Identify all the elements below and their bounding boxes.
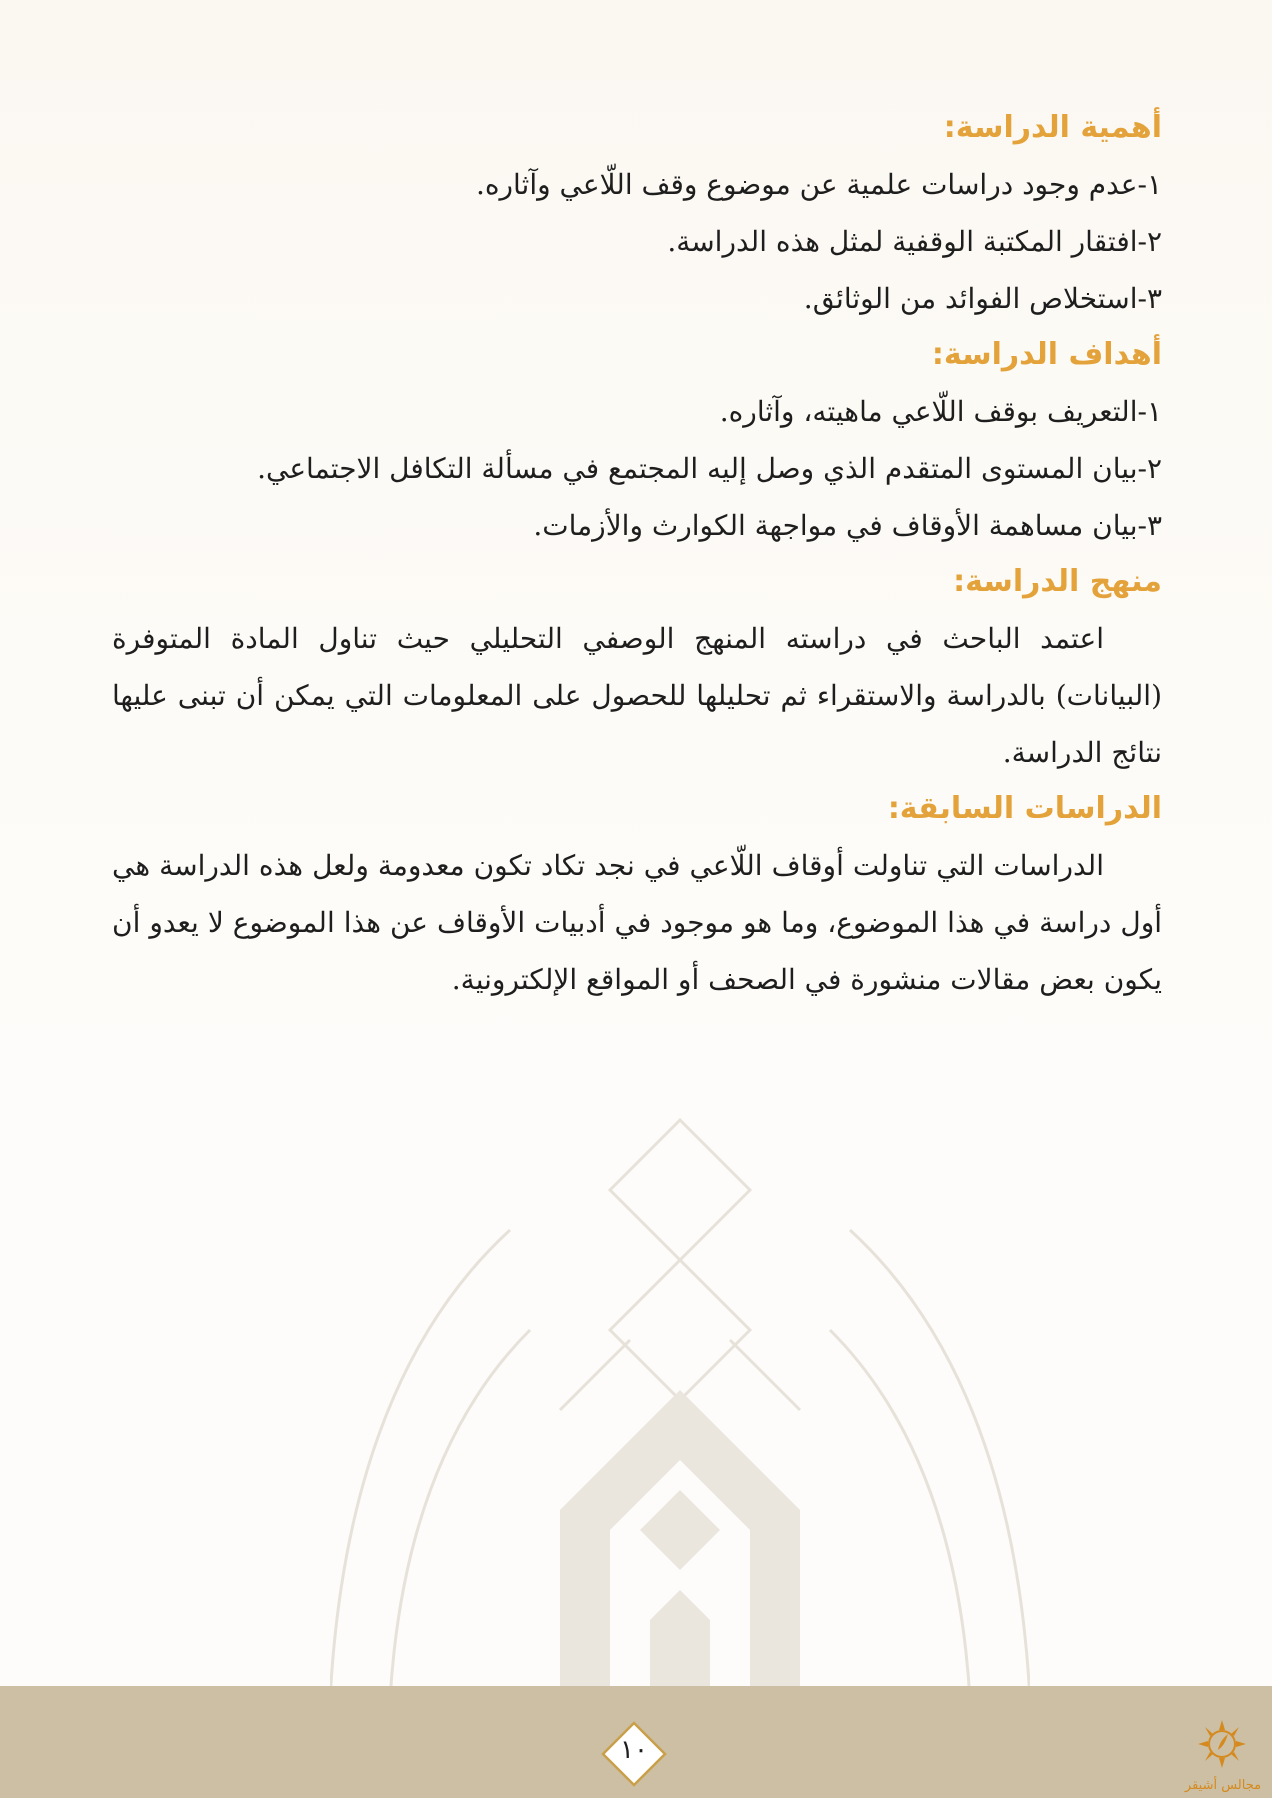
section-paragraph: اعتمد الباحث في دراسته المنهج الوصفي التحليلي حيث تناول المادة المتوفرة (البيانات) بالدراسة والاستقراء ثم تحليلها للحصول على المعلومات التي يمكن أن تبنى عليها نتائج الدراسة. (112, 622, 1162, 769)
list-item: ٢-بيان المستوى المتقدم الذي وصل إليه المجتمع في مسألة التكافل الاجتماعي. (257, 452, 1162, 485)
section-heading: منهج الدراسة: (953, 564, 1162, 599)
list-item: ١-عدم وجود دراسات علمية عن موضوع وقف اللّاعي وآثاره. (475, 168, 1162, 201)
list-item: ٣-بيان مساهمة الأوقاف في مواجهة الكوارث والأزمات. (533, 509, 1162, 542)
section-importance (112, 100, 1162, 327)
list-item: ٣-استخلاص الفوائد من الوثائق. (803, 282, 1162, 315)
section-previous-studies (112, 781, 1162, 1008)
list-item: ٢-افتقار المكتبة الوقفية لمثل هذه الدراسة. (667, 225, 1162, 258)
section-objectives (112, 327, 1162, 554)
section-heading: أهداف الدراسة: (931, 337, 1162, 372)
arabesque-ornament (330, 1110, 1030, 1700)
publisher-logo-text: مجالس أشيقر (1184, 1778, 1262, 1793)
document-body (112, 100, 1162, 1008)
section-heading: أهمية الدراسة: (943, 110, 1162, 145)
section-methodology (112, 554, 1162, 781)
section-heading: الدراسات السابقة: (887, 791, 1162, 826)
list-item: ١-التعريف بوقف اللّاعي ماهيته، وآثاره. (719, 395, 1162, 428)
section-paragraph: الدراسات التي تناولت أوقاف اللّاعي في نجد تكاد تكون معدومة ولعل هذه الدراسة هي أول دراسة في هذا الموضوع، وما هو موجود في أدبيات الأوقاف عن هذا الموضوع لا يعدو أن يكون بعض مقالات منشورة في الصحف أو المواقع الإلكترونية. (112, 849, 1162, 996)
page-number: ١٠ (620, 1735, 648, 1765)
